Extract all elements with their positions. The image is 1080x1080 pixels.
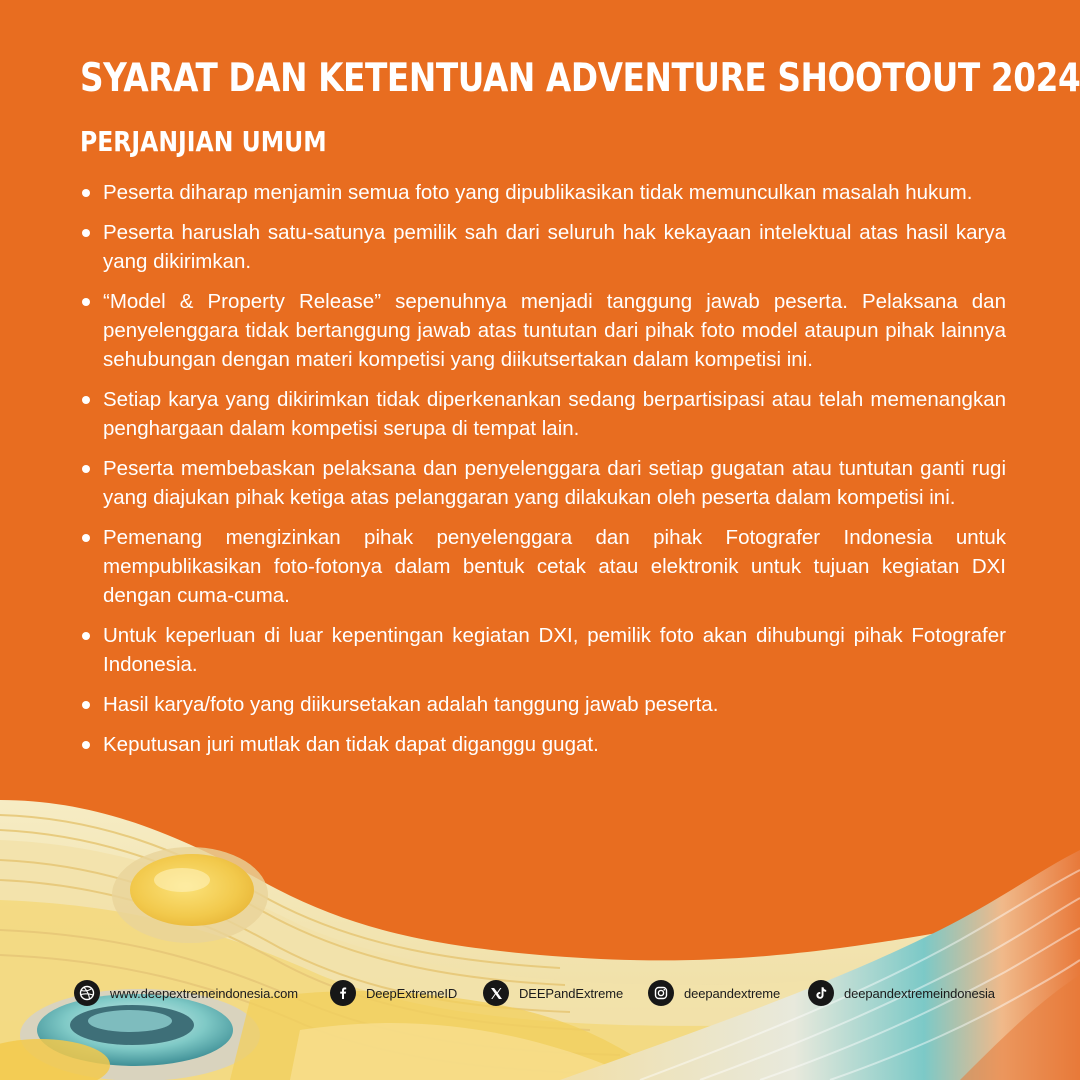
- list-item: Peserta diharap menjamin semua foto yang dipublikasikan tidak memunculkan masalah hukum.: [80, 178, 1006, 207]
- list-item: Hasil karya/foto yang diikursetakan adalah tanggung jawab peserta.: [80, 690, 1006, 719]
- social-footer: [74, 978, 1014, 1008]
- list-item: Pemenang mengizinkan pihak penyelenggara dan pihak Fotografer Indonesia untuk mempublikasikan foto-fotonya dalam bentuk cetak atau elektronik untuk tujuan kegiatan DXI dengan cuma-cuma.: [80, 523, 1006, 610]
- dribbble-ball-icon: [74, 980, 100, 1006]
- tiktok-icon: [808, 980, 834, 1006]
- section-subtitle: PERJANJIAN UMUM: [80, 125, 327, 158]
- list-item: Setiap karya yang dikirimkan tidak diperkenankan sedang berpartisipasi atau telah memenangkan penghargaan dalam kompetisi serupa di tempat lain.: [80, 385, 1006, 443]
- terms-list: [80, 178, 1006, 770]
- instagram-text: deepandextreme: [684, 985, 781, 1001]
- list-item: Peserta haruslah satu-satunya pemilik sah dari seluruh hak kekayaan intelektual atas hasil karya yang dikirimkan.: [80, 218, 1006, 276]
- x-logo-icon: [483, 980, 509, 1006]
- website-link[interactable]: [74, 978, 298, 1008]
- list-item: Keputusan juri mutlak dan tidak dapat diganggu gugat.: [80, 730, 1006, 759]
- list-item: Untuk keperluan di luar kepentingan kegiatan DXI, pemilik foto akan dihubungi pihak Fotografer Indonesia.: [80, 621, 1006, 679]
- instagram-icon: [648, 980, 674, 1006]
- page-title: SYARAT DAN KETENTUAN ADVENTURE SHOOTOUT 2024: [80, 56, 1080, 101]
- list-item: Peserta membebaskan pelaksana dan penyelenggara dari setiap gugatan atau tuntutan ganti rugi yang diajukan pihak ketiga atas pelanggaran yang dilakukan oleh peserta dalam kompetisi ini.: [80, 454, 1006, 512]
- facebook-text: DeepExtremeID: [366, 985, 458, 1001]
- tiktok-link[interactable]: [808, 978, 995, 1008]
- x-text: DEEPandExtreme: [519, 985, 624, 1001]
- tiktok-text: deepandextremeindonesia: [844, 985, 995, 1001]
- instagram-link[interactable]: [648, 978, 780, 1008]
- facebook-link[interactable]: [330, 978, 457, 1008]
- x-link[interactable]: [483, 978, 623, 1008]
- list-item: “Model & Property Release” sepenuhnya menjadi tanggung jawab peserta. Pelaksana dan penyelenggara tidak bertanggung jawab atas tuntutan dari pihak foto model ataupun pihak lainnya sehubungan dengan materi kompetisi yang diikutsertakan dalam kompetisi ini.: [80, 287, 1006, 374]
- facebook-icon: [330, 980, 356, 1006]
- website-text: www.deepextremeindonesia.com: [110, 985, 298, 1001]
